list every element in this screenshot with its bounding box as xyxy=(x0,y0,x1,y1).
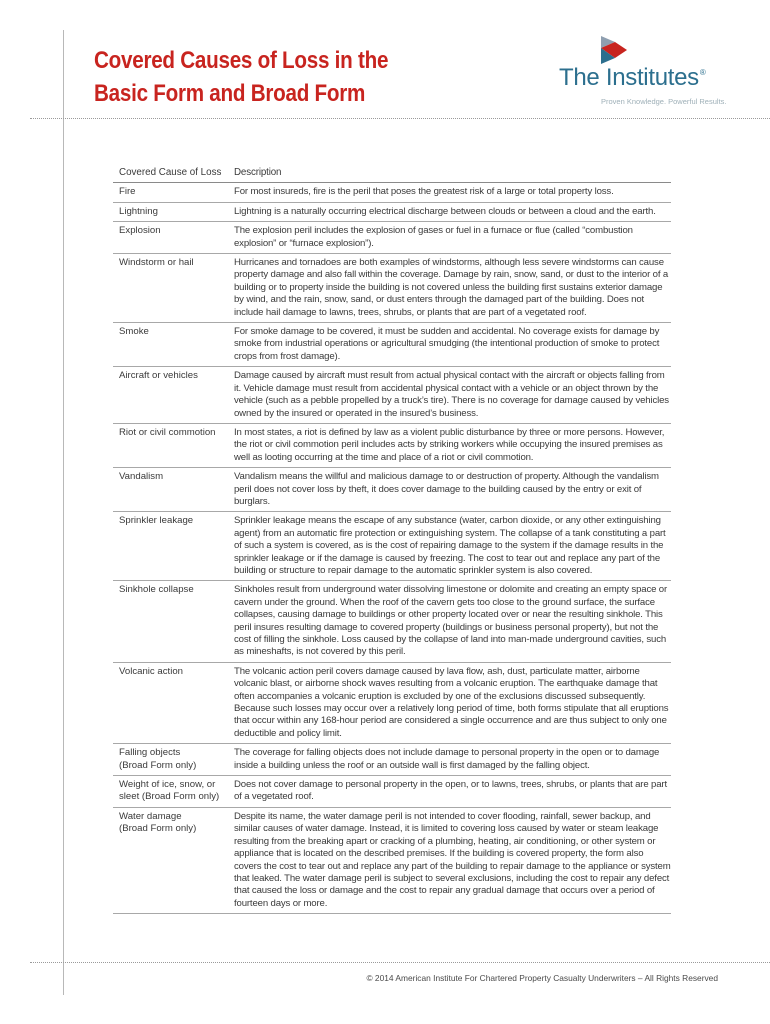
cause-cell: Weight of ice, snow, or sleet (Broad Form only) xyxy=(119,779,220,803)
description-cell: Damage caused by aircraft must result from actual physical contact with the aircraft or objects falling from it. Vehicle damage must result from accidental physical contact with a vehicle or an object thrown by the vehicle (such as a pebble propelled by a truck’s tire). There is no coverage for damage caused by vehicles owned by the insured or operated in the insured’s business. xyxy=(234,370,669,419)
cause-cell: Falling objects (Broad Form only) xyxy=(119,747,197,771)
left-margin-rule xyxy=(63,30,64,995)
cause-cell: Windstorm or hail xyxy=(119,257,194,269)
table-header-row xyxy=(113,164,671,183)
table-row xyxy=(113,183,671,202)
description-cell: Vandalism means the willful and malicious damage to or destruction of property. Although the vandalism peril does not cover loss by theft, it does cover damage to the building caused by the entry or exit of burglars. xyxy=(234,471,659,507)
table-row xyxy=(113,581,671,662)
footer-divider xyxy=(30,962,770,963)
description-cell: The volcanic action peril covers damage caused by lava flow, ash, dust, particulate matter, airborne volcanic blast, or airborne shock waves resulting from a volcanic eruption. The earthquake damage that often accompanies a volcanic eruption is excluded by one of the exclusions discussed subsequently. Because such losses may occur over a relatively long period of time, both forms stipulate that all eruptions that occur within any 168-hour period are considered a single occurrence and are thus subject to only one deductible and policy limit. xyxy=(234,665,669,739)
cause-cell: Water damage (Broad Form only) xyxy=(119,810,197,835)
description-cell: Lightning is a naturally occurring electrical discharge between clouds or between a cloud and the earth. xyxy=(234,205,656,217)
institutes-logo-icon xyxy=(595,34,629,68)
description-cell: For most insureds, fire is the peril that poses the greatest risk of a large or total property loss. xyxy=(234,186,614,198)
description-cell: For smoke damage to be covered, it must be sudden and accidental. No coverage exists for damage by smoke from industrial operations or agricultural smudging (the intentional production of smoke to protect crops from frost damage). xyxy=(234,326,660,362)
description-cell: The explosion peril includes the explosion of gases or fuel in a furnace or flue (called “combustion explosion” or “furnace explosion”). xyxy=(234,225,633,249)
table-row xyxy=(113,512,671,581)
table-row xyxy=(113,424,671,468)
description-cell: Hurricanes and tornadoes are both examples of windstorms, although less severe windstorms can cause property damage and also fall within the coverage. Damage by rain, snow, sand, or dust to the interior of a building or to property inside the building is not covered unless the building first sustains exterior damage by wind, and the rain, snow, sand, or dust enters through the damaged part of the building. Does not include hail damage to lawns, trees, shrubs, or plants that are part of a vegetated roof. xyxy=(234,257,669,318)
table-row xyxy=(113,203,671,222)
logo-name-text: The Institutes xyxy=(559,64,699,91)
table-row xyxy=(113,367,671,424)
table-row xyxy=(113,808,671,914)
table-row xyxy=(113,323,671,367)
table-row xyxy=(113,254,671,323)
cause-cell: Riot or civil commotion xyxy=(119,426,216,438)
page-title-line-2: Basic Form and Broad Form xyxy=(94,80,366,107)
logo-tagline: Proven Knowledge. Powerful Results. xyxy=(601,97,727,106)
cause-cell: Explosion xyxy=(119,225,161,237)
page-title-line-1: Covered Causes of Loss in the xyxy=(94,47,389,74)
page-title xyxy=(94,44,421,110)
description-cell: Sprinkler leakage means the escape of any substance (water, carbon dioxide, or any other extinguishing agent) from an automatic fire protection or extinguishing system. The collapse of a tank constituting a part of such a system is covered, as is the cost of repairing damage to the system if the damage results in the sprinkler leakage or if the damage is caused by freezing. The cost to tear out and replace any part of the building or structure to repair damage to the automatic sprinkler system is also covered. xyxy=(234,515,666,576)
table-row xyxy=(113,744,671,776)
cause-cell: Lightning xyxy=(119,205,158,217)
copyright-footer: © 2014 American Institute For Chartered Property Casualty Underwriters – All Rights Reserved xyxy=(366,973,718,983)
header-cause: Covered Cause of Loss xyxy=(119,167,222,178)
description-cell: Sinkholes result from underground water dissolving limestone or dolomite and creating an empty space or cavern under the ground. When the roof of the cavern gets too close to the ground surface, the surface collapses, causing damage to buildings or other property located over or near the resulting sinkhole. This peril insures resulting damage to covered property (buildings or business personal property), but not the cost of filling the sinkhole. Loss caused by the collapse of land into man-made underground cavities, such as mineshafts, is not covered by this peril. xyxy=(234,584,668,658)
cause-cell: Aircraft or vehicles xyxy=(119,370,198,382)
cause-cell: Fire xyxy=(119,186,136,198)
header-divider xyxy=(30,118,770,119)
cause-cell: Volcanic action xyxy=(119,665,183,677)
cause-cell: Sprinkler leakage xyxy=(119,515,194,527)
description-cell: Does not cover damage to personal property in the open, or to lawns, trees, shrubs, or plants that are part of a vegetated roof. xyxy=(234,779,667,803)
cause-cell: Vandalism xyxy=(119,471,164,483)
description-cell: The coverage for falling objects does not include damage to personal property in the open or to damage inside a building unless the roof or an outside wall is first damaged by the falling object. xyxy=(234,747,660,771)
description-cell: In most states, a riot is defined by law as a violent public disturbance by three or more persons. However, the riot or civil commotion peril includes acts by striking workers while occupying the insured premises as well as looting occurring at the time and place of a riot or civil commotion. xyxy=(234,426,665,463)
description-cell: Despite its name, the water damage peril is not intended to cover flooding, rainfall, sewer backup, and similar causes of water damage. Instead, it is limited to covering loss caused by water or steam leakage resulting from the breaking apart or cracking of a plumbing, heating, air conditioning, or other system or appliance that is located on the described premises. If the building is covered property, the form also covers the cost to tear out and replace any part of the building to repair damage to the appliance or system that leaked. The water damage peril is subject to several exclusions, including the cost to repair any defect that caused the loss or damage and the cost to repair any gradual damage that occurs over a period of fourteen days or more. xyxy=(234,810,671,909)
table-row xyxy=(113,222,671,254)
registered-mark: ® xyxy=(699,68,706,77)
table-row xyxy=(113,468,671,512)
cause-cell: Smoke xyxy=(119,326,149,338)
logo-wordmark xyxy=(559,64,705,92)
table-row xyxy=(113,663,671,744)
covered-causes-table xyxy=(113,164,671,914)
header-description: Description xyxy=(234,167,282,178)
cause-cell: Sinkhole collapse xyxy=(119,584,194,596)
table-row xyxy=(113,776,671,808)
